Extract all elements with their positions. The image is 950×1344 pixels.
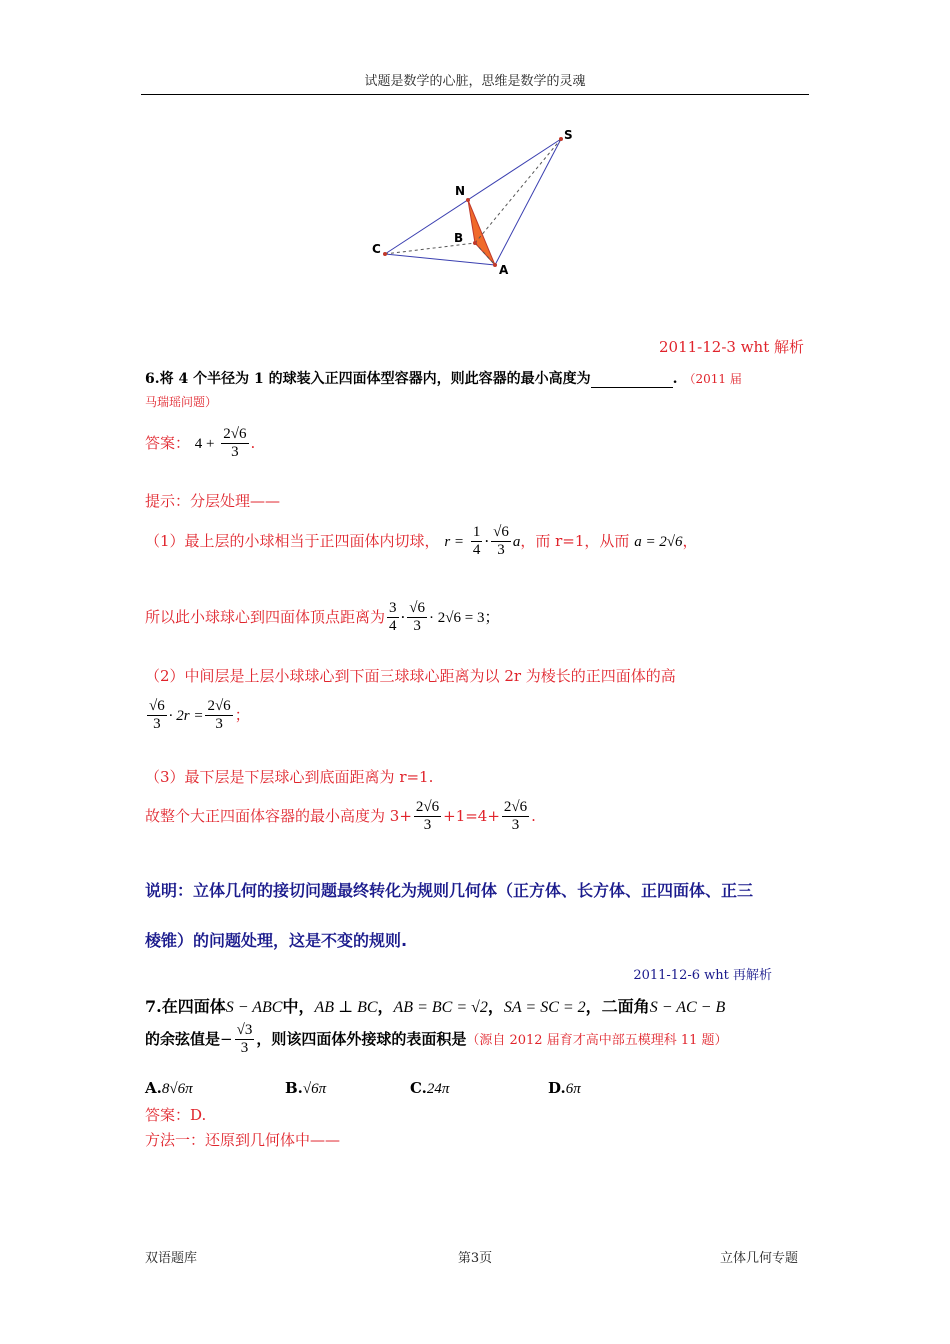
point-S <box>559 137 563 141</box>
label-S: S <box>564 128 573 142</box>
q6-answer-label: 答案： <box>145 433 191 452</box>
q6-step1-mid: ，而 r=1，从而 <box>520 531 630 550</box>
q6-step2b-frac1 <box>147 698 167 734</box>
q6-period: . <box>672 371 678 387</box>
fraction-denominator: 3 <box>423 817 432 834</box>
q6-conclusion-frac1 <box>414 799 441 835</box>
q7-comma-1: ， <box>377 997 394 1016</box>
q6-number: 6. <box>145 371 160 387</box>
q7-cos-fraction <box>235 1022 255 1058</box>
q6-answer <box>145 426 255 462</box>
q6-question <box>145 368 742 388</box>
q7-dihedral-text: ，二面角 <box>585 997 650 1016</box>
q6-step2b-frac2 <box>205 698 232 734</box>
q7-line1 <box>145 994 725 1017</box>
q6-conclusion <box>145 799 536 835</box>
option-label: B. <box>285 1079 303 1097</box>
fraction-denominator: 3 <box>497 542 505 559</box>
q6-step1b-frac2 <box>407 600 427 636</box>
q6-step2b-end: ； <box>234 705 250 724</box>
q6-answer-blank <box>591 371 673 388</box>
edge-SB <box>475 139 561 243</box>
section-face <box>468 200 495 265</box>
fraction-denominator: 3 <box>413 618 421 635</box>
q6-note-line2: 棱锥）的问题处理，这是不变的规则. <box>145 931 408 950</box>
fraction-numerator: √6 <box>147 698 167 716</box>
option-value: 8√6π <box>161 1081 193 1097</box>
point-N <box>466 198 470 202</box>
fraction-numerator: √3 <box>235 1022 255 1040</box>
q6-conclusion-mid: +1=4+ <box>443 806 500 825</box>
q6-step1-r: r = <box>444 533 465 550</box>
option-value: 24π <box>426 1081 450 1097</box>
fraction-denominator: 3 <box>511 817 520 834</box>
q6-step2: （2）中间层是上层小球球心到下面三球球心距离为以 2r 为棱长的正四面体的高 <box>145 667 676 685</box>
q6-step1b-frac1 <box>387 600 399 636</box>
q7-stamp: 2011-12-6 wht 再解析 <box>633 968 772 983</box>
fraction-numerator: √6 <box>407 600 427 618</box>
point-C <box>383 252 387 256</box>
q6-conclusion-text: 故整个大正四面体容器的最小高度为 3+ <box>145 806 412 825</box>
point-B <box>473 241 477 245</box>
q6-source-2: 马瑞瑶问题） <box>145 395 218 409</box>
label-N: N <box>455 184 466 198</box>
q6-step1-var: a <box>512 533 521 550</box>
page-header: 试题是数学的心脏，思维是数学的灵魂 <box>364 74 586 89</box>
q7-line2 <box>145 1022 728 1058</box>
q7-ab-bc: AB = BC = √2 <box>393 999 488 1016</box>
q6-answer-fraction <box>221 426 248 462</box>
option-value: √6π <box>302 1081 327 1097</box>
label-A: A <box>499 263 509 277</box>
q7-answer: 答案：D. <box>145 1106 207 1124</box>
q7-method: 方法一：还原到几何体中—— <box>145 1131 341 1149</box>
fraction-denominator: 3 <box>215 716 223 733</box>
q7-perp: AB ⊥ BC <box>314 999 378 1016</box>
q6-stamp: 2011-12-3 wht 解析 <box>658 338 804 356</box>
q7-comma-2: ， <box>487 997 504 1016</box>
q6-step1-frac2 <box>491 524 511 560</box>
q6-step2b <box>145 698 250 734</box>
q7-option-a <box>145 1079 193 1098</box>
edge-SA <box>495 139 561 265</box>
q7-dihedral: S − AC − B <box>649 999 726 1016</box>
fraction-numerator: 3 <box>387 600 399 618</box>
option-label: C. <box>410 1079 427 1097</box>
edge-SC <box>385 139 561 254</box>
q6-step1-end: ， <box>682 531 698 550</box>
q7-option-c <box>410 1079 449 1098</box>
fraction-numerator: 1 <box>471 524 483 542</box>
option-value: 6π <box>565 1081 581 1097</box>
fraction-denominator: 3 <box>231 444 239 461</box>
q6-source-1: （2011 届 <box>683 372 742 386</box>
q6-question-text: 将 4 个半径为 1 的球装入正四面体型容器内，则此容器的最小高度为 <box>159 371 591 387</box>
q7-sabc: S − ABC <box>225 999 283 1016</box>
fraction-numerator: 2√6 <box>205 698 232 716</box>
q6-step1: （1）最上层的小球相当于正四面体内切球， r = $\frac{1}{4}$ · $\frac{√6}{3}$ a，而 r=1，从而 a = 2√6， <box>145 524 698 559</box>
q7-minus: − <box>220 1029 233 1048</box>
q6-conclusion-end: . <box>531 806 536 825</box>
fraction-numerator: 2√6 <box>502 799 529 817</box>
q6-step2b-mid: · 2r = <box>168 707 204 724</box>
q7-source: （源自 2012 届育才高中部五模理科 11 题） <box>466 1032 728 1048</box>
point-A <box>493 263 497 267</box>
fraction-numerator: √6 <box>491 524 511 542</box>
q6-note-line1: 说明：立体几何的接切问题最终转化为规则几何体（正方体、长方体、正四面体、正三 <box>145 881 754 900</box>
option-label: A. <box>145 1079 162 1097</box>
header-rule <box>141 94 809 95</box>
q6-step1-text: （1）最上层的小球相当于正四面体内切球， <box>145 531 440 550</box>
q6-step1-frac1 <box>471 524 483 560</box>
q6-step1b: 所以此小球球心到四面体顶点距离为 $\frac{3}{4}$ · $\frac{√6}{3}$ · 2√6 = 3； <box>145 600 500 635</box>
q7-text-zhong: 中， <box>282 997 315 1016</box>
q6-answer-a: 4 + <box>194 435 215 452</box>
q6-step1b-tail: · 2√6 = 3； <box>429 609 500 626</box>
q7-cosine-text: 的余弦值是 <box>145 1029 221 1048</box>
q7-option-d <box>548 1079 581 1098</box>
fraction-numerator: 2√6 <box>414 799 441 817</box>
edge-CA <box>385 254 495 265</box>
q6-step1-eq-a: a = 2√6 <box>634 533 683 550</box>
q6-answer-end: . <box>250 433 256 452</box>
q7-number: 7.在四面体 <box>145 997 226 1016</box>
fraction-denominator: 3 <box>153 716 161 733</box>
q7-option-b <box>285 1079 326 1098</box>
footer-left: 双语题库 <box>145 1251 198 1266</box>
tetrahedron-figure <box>365 122 585 282</box>
option-label: D. <box>548 1079 566 1097</box>
q6-step3: （3）最下层是下层球心到底面距离为 r=1. <box>145 768 434 786</box>
q6-hint: 提示：分层处理—— <box>145 492 281 510</box>
q7-surface-text: ，则该四面体外接球的表面积是 <box>256 1029 467 1048</box>
q6-conclusion-frac2 <box>502 799 529 835</box>
footer-right: 立体几何专题 <box>719 1251 798 1266</box>
label-B: B <box>454 231 464 245</box>
fraction-numerator: 2√6 <box>221 426 248 444</box>
footer-page-number: 第3页 <box>457 1251 493 1266</box>
fraction-denominator: 4 <box>389 618 397 635</box>
fraction-denominator: 4 <box>472 542 481 559</box>
fraction-denominator: 3 <box>240 1040 249 1057</box>
q6-step1b-text: 所以此小球球心到四面体顶点距离为 <box>145 607 386 626</box>
label-C: C <box>372 242 381 256</box>
q7-sa-sc: SA = SC = 2 <box>503 999 586 1016</box>
